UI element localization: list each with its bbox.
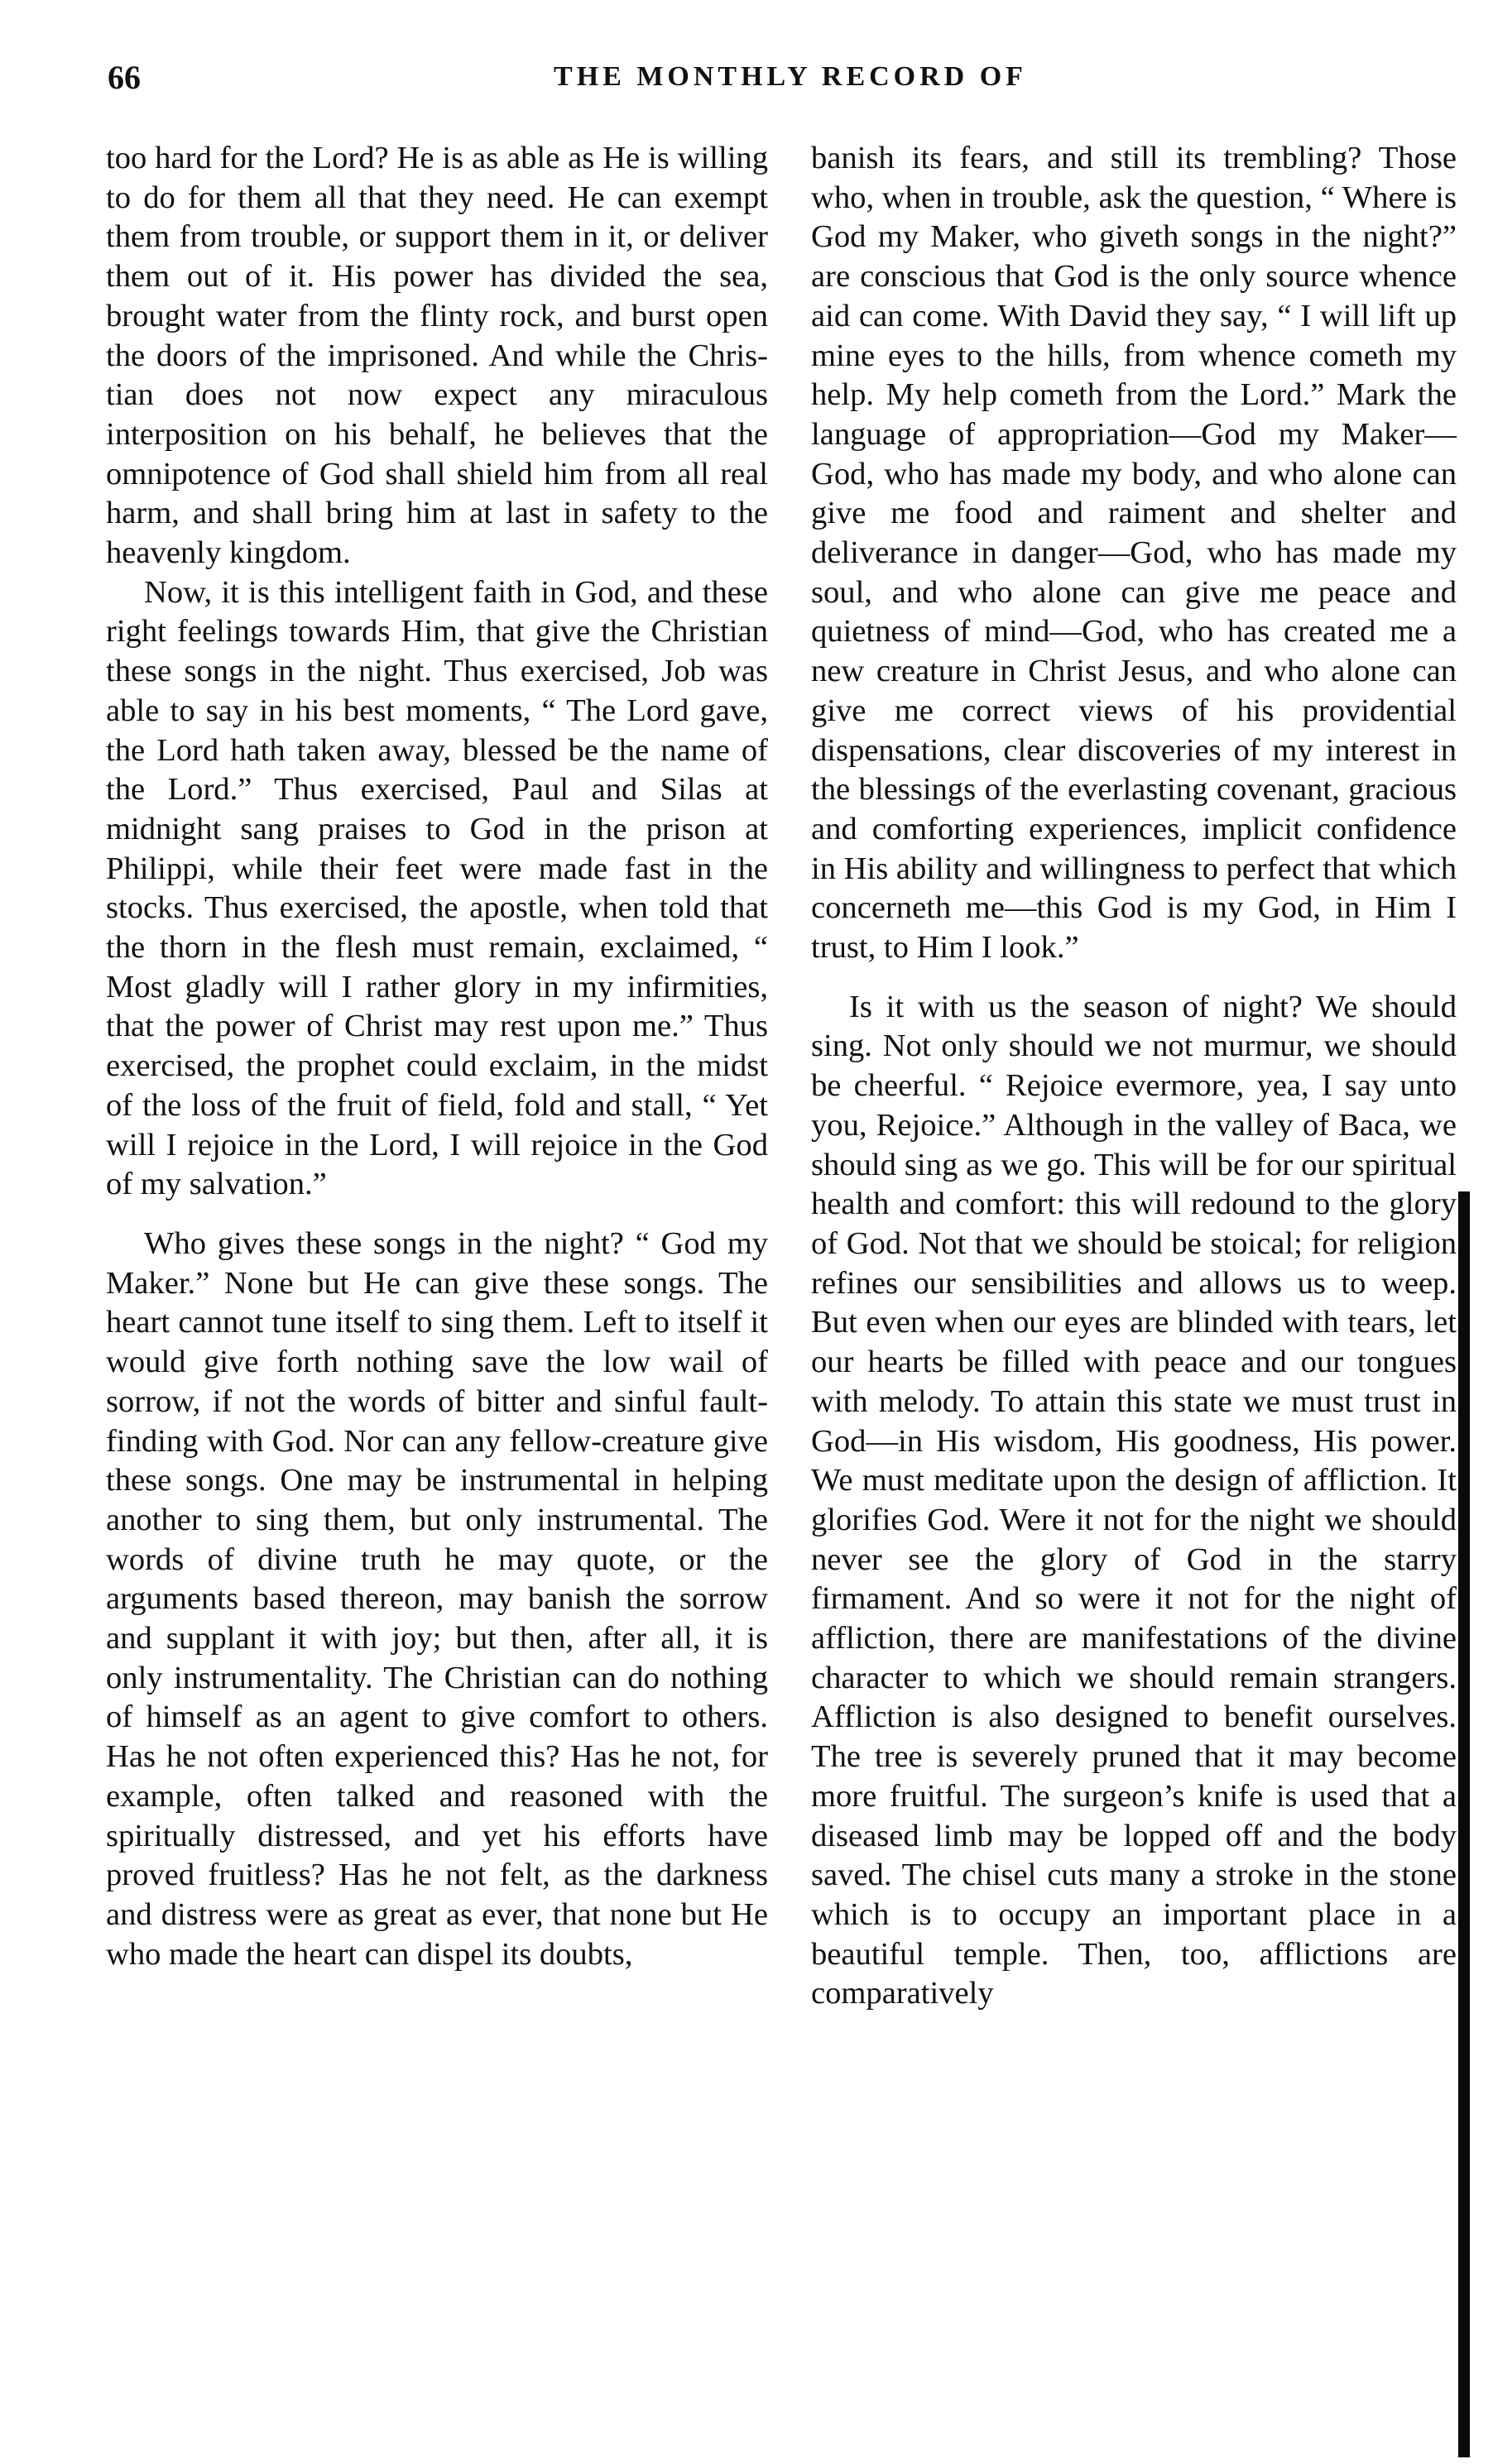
right-column: [811, 139, 1457, 2014]
paragraph: banish its fears, and still its trembling? Those who, when in trouble, ask the question, “ Where is God my Maker, who giveth songs in the night?” are conscious that God is the only source whence aid can come. With David they say, “ I will lift up mine eyes to the hills, from whence cometh my help. My help cometh from the Lord.” Mark the language of appropriation—God my Maker—God, who has made my body, and who alone can give me food and raiment and shelter and deliverance in danger—God, who has made my soul, and who alone can give me peace and quietness of mind—God, who has created me a new creature in Christ Jesus, and who alone can give me correct views of his providential dispensations, clear discoveries of my interest in the blessings of the everlasting covenant, gracious and comforting experiences, implicit confidence in His ability and willingness to perfect that which concerneth me—this God is my God, in Him I trust, to Him I look.”: [811, 141, 1457, 966]
paragraph: Who gives these songs in the night? “ God my Maker.” None but He can give these songs. The heart cannot tune itself to sing them. Left to itself it would give forth nothing save the low wail of sorrow, if not the words of bitter and sinful fault-finding with God. Nor can any fellow-creature give these songs. One may be instrumental in helping another to sing them, but only instrumental. The words of divine truth he may quote, or the arguments based thereon, may banish the sorrow and supplant it with joy; but then, after all, it is only instrumentality. The Christian can do nothing of himself as an agent to give comfort to others. Has he not often experienced this? Has he not, for example, often talked and reasoned with the spiritually distressed, and yet his efforts have proved fruitless? Has he not felt, as the darkness and distress were as great as ever, that none but He who made the heart can dispel its doubts,: [106, 1225, 768, 1972]
running-title: THE MONTHLY RECORD OF: [554, 61, 1027, 92]
paragraph: too hard for the Lord? He is as able as He is willing to do for them all that they need. He can exempt them from trouble, or support them in it, or deliver them out of it. His power has divided the sea, brought water from the flinty rock, and burst open the doors of the imprisoned. And while the Christian does not now expect any miraculous interposition on his behalf, he believes that the omnipotence of God shall shield him from all real harm, and shall bring him at last in safety to the heavenly kingdom.: [106, 141, 768, 571]
page-number: 66: [108, 59, 141, 96]
left-column: [106, 139, 768, 1974]
page-edge-shadow: [1458, 1191, 1470, 2457]
page-header: [108, 58, 1473, 108]
paragraph: Is it with us the season of night? We should sing. Not only should we not murmur, we should be cheerful. “ Rejoice evermore, yea, I say unto you, Rejoice.” Although in the valley of Baca, we should sing as we go. This will be for our spiritual health and comfort: this will redound to the glory of God. Not that we should be stoical; for religion refines our sensibilities and allows us to weep. But even when our eyes are blinded with tears, let our hearts be filled with peace and our tongues with melody. To attain this state we must trust in God—in His wisdom, His goodness, His power. We must meditate upon the design of affliction. It glorifies God. Were it not for the night we should never see the glory of God in the starry firmament. And so were it not for the night of affliction, there are manifestations of the divine character to which we should remain strangers. Affliction is also designed to benefit ourselves. The tree is severely pruned that it may become more fruitful. The surgeon’s knife is used that a diseased limb may be lopped off and the body saved. The chisel cuts many a stroke in the stone which is to occupy an important place in a beautiful temple. Then, too, afflictions are comparatively: [811, 989, 1457, 2011]
paragraph: Now, it is this intelligent faith in God, and these right feelings towards Him, that give the Christian these songs in the night. Thus exercised, Job was able to say in his best moments, “ The Lord gave, the Lord hath taken away, blessed be the name of the Lord.” Thus exercised, Paul and Silas at midnight sang praises to God in the prison at Philippi, while their feet were made fast in the stocks. Thus exercised, the apostle, when told that the thorn in the flesh must remain, exclaimed, “ Most gladly will I rather glory in my infirmities, that the power of Christ may rest upon me.” Thus exercised, the prophet could exclaim, in the midst of the loss of the fruit of field, fold and stall, “ Yet will I rejoice in the Lord, I will rejoice in the God of my salvation.”: [106, 574, 768, 1202]
